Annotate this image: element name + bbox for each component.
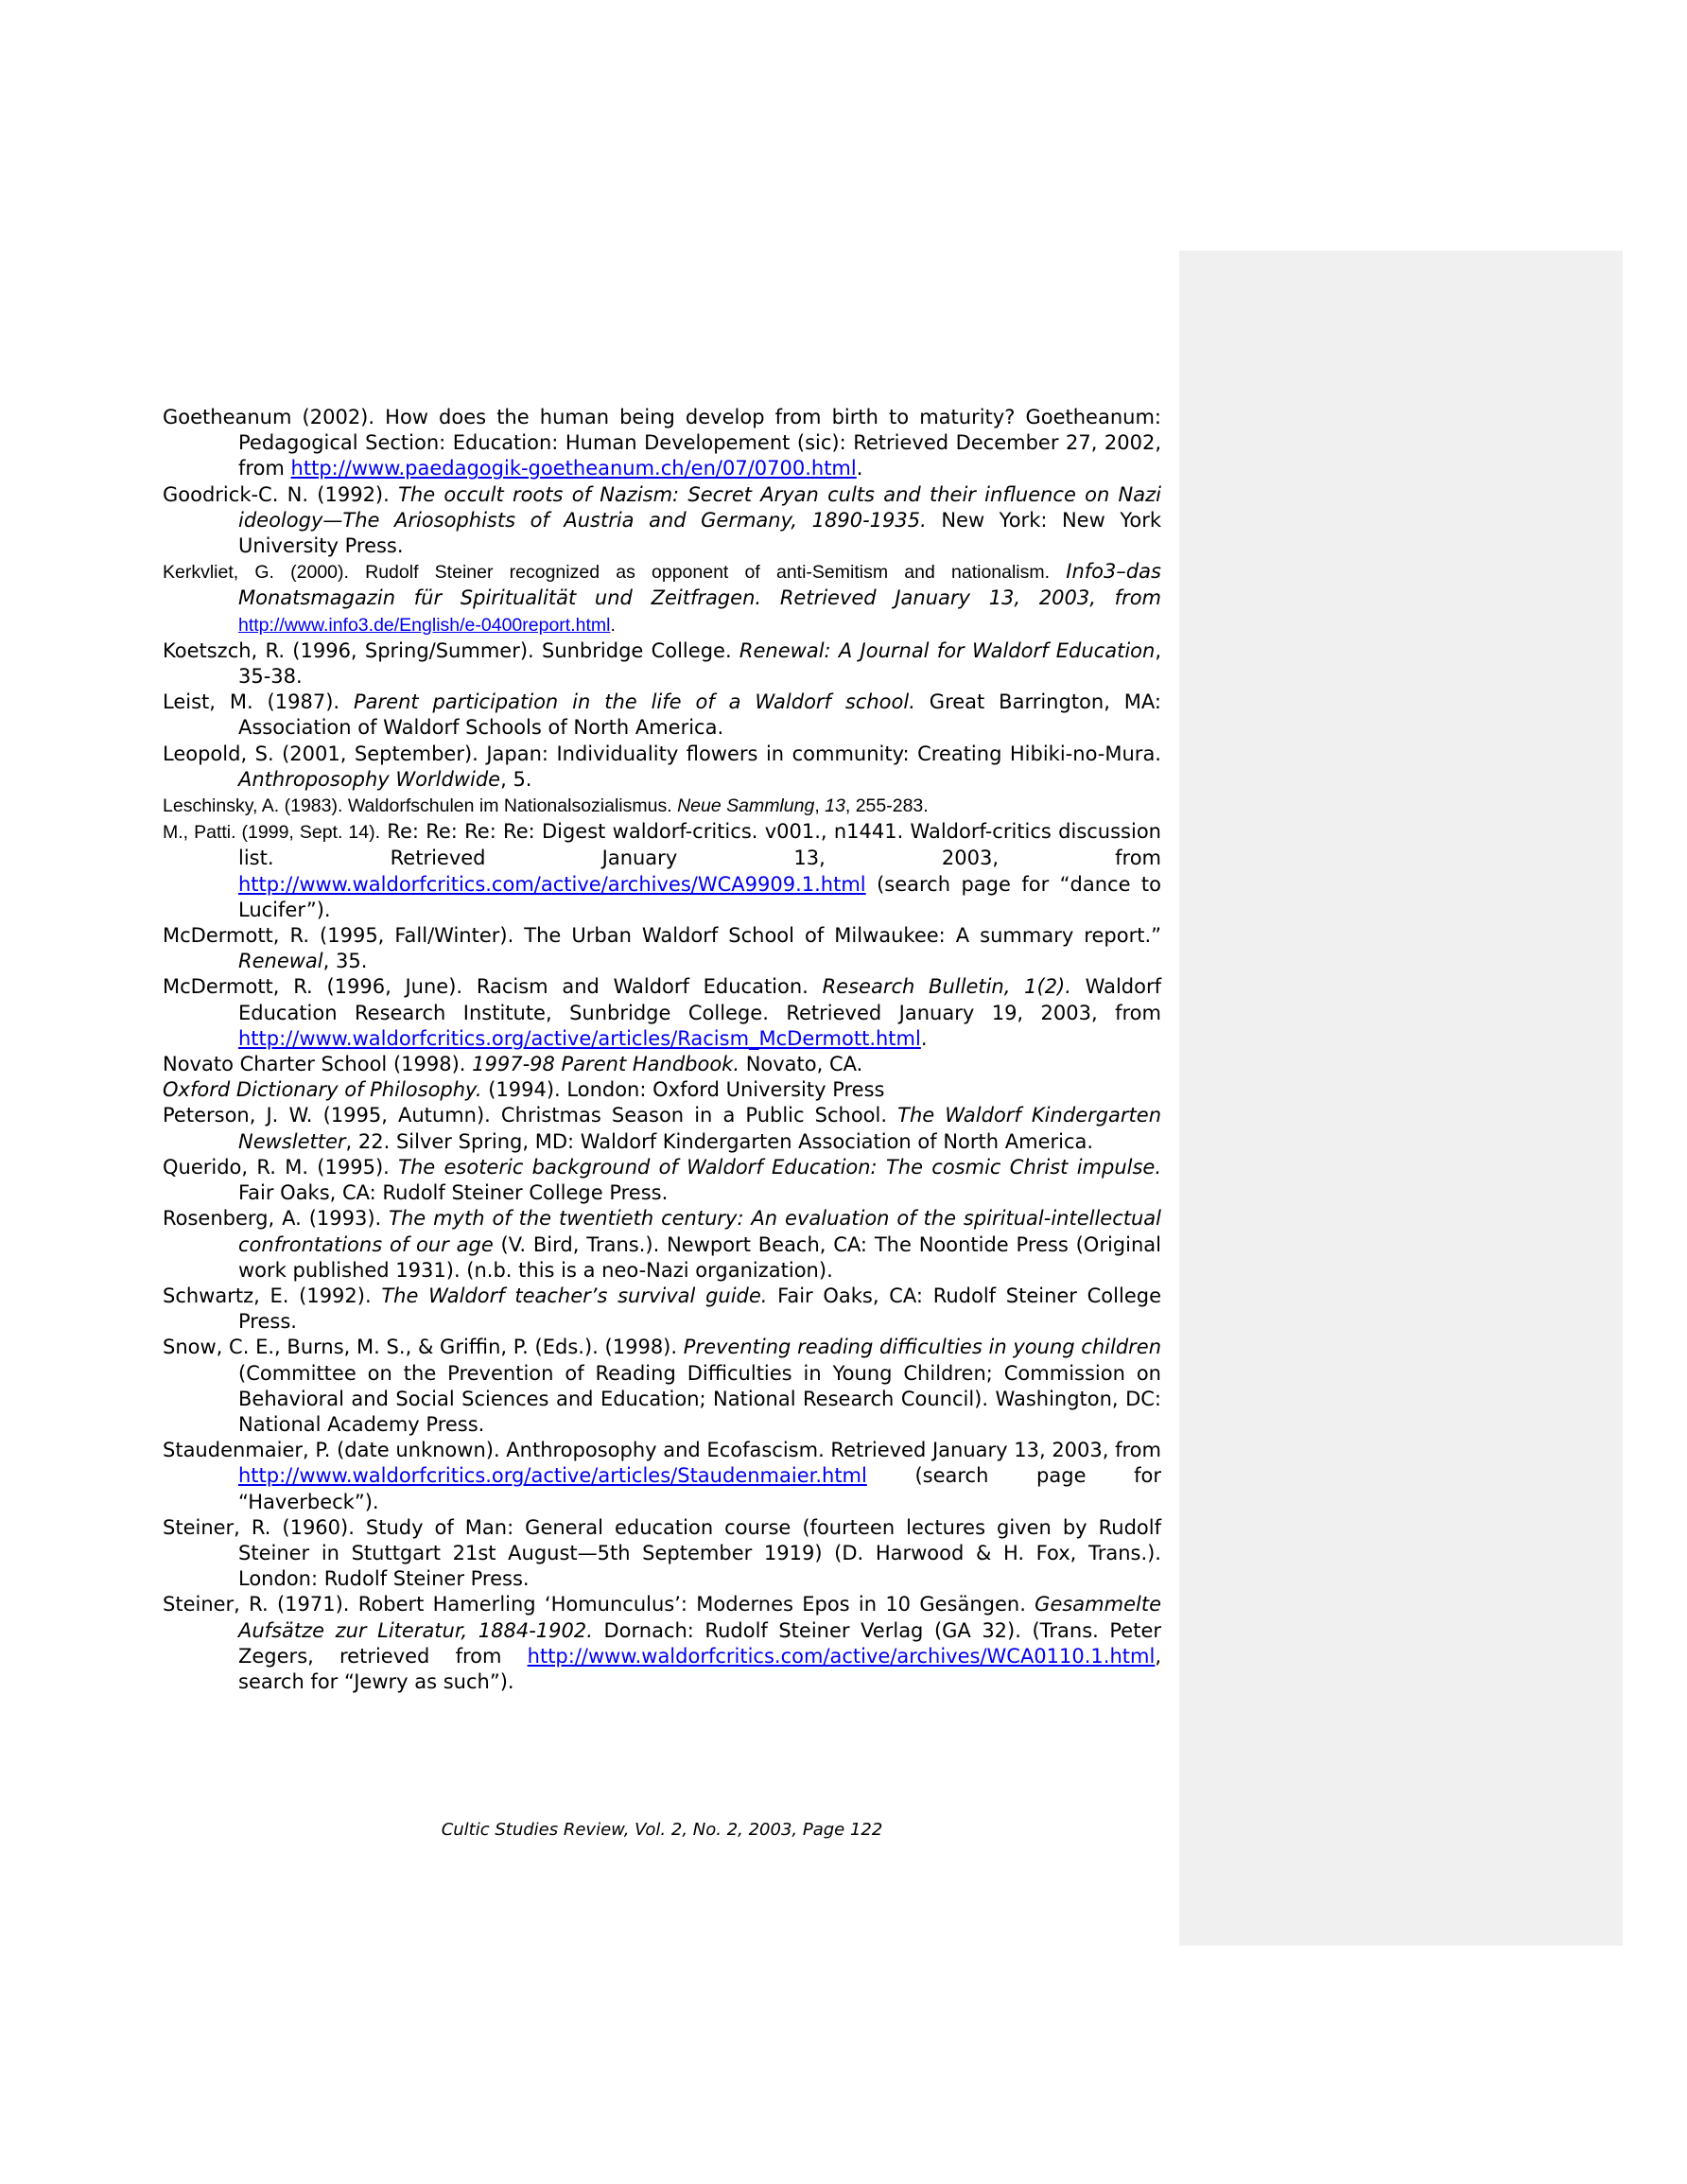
reference-text: Steiner, R. (1960). Study of Man: General education course (fourteen lectures given by Rudolf Steiner in Stuttgart 21st August—5th September 1919) (D. Harwood & H. Fox, Trans.). London: Rudolf Steiner Press. bbox=[163, 1515, 1161, 1591]
reference-text: , bbox=[814, 795, 826, 817]
reference-text: Fair Oaks, CA: Rudolf Steiner College Press. bbox=[238, 1181, 669, 1205]
reference-entry bbox=[163, 793, 1161, 819]
reference-text: Goetheanum (2002). How does the human being develop from birth to maturity? Goetheanum: Pedagogical Section: Education: Human Developement (sic): Retrieved December 27, 2002, from bbox=[163, 406, 1161, 480]
reference-title-text: Parent participation in the life of a Waldorf school. bbox=[353, 690, 915, 714]
reference-title-text: Research Bulletin, 1(2). bbox=[822, 975, 1071, 999]
reference-text: Staudenmaier, P. (date unknown). Anthroposophy and Ecofascism. Retrieved January 13, 2003, from bbox=[163, 1439, 1161, 1462]
reference-text: (search page for “dance to Lucifer”). bbox=[238, 872, 1161, 921]
reference-text: Leschinsky, A. (1983). Waldorfschulen im Nationalsozialismus. bbox=[163, 795, 678, 817]
reference-entry bbox=[163, 819, 1161, 923]
reference-entry bbox=[163, 974, 1161, 1052]
reference-entry bbox=[163, 559, 1161, 638]
reference-text: . bbox=[856, 457, 863, 480]
reference-title-text: Info3–das Monatsmagazin für Spiritualität und Zeitfragen. Retrieved January 13, 2003, from bbox=[238, 560, 1161, 610]
reference-title-text: The myth of the twentieth century: An evaluation of the spiritual-intellectual confrontations of our age bbox=[238, 1207, 1162, 1256]
reference-entry bbox=[163, 1335, 1161, 1438]
reference-text: Great Barrington, MA: Association of Waldorf Schools of North America. bbox=[238, 690, 1161, 740]
reference-text: Schwartz, E. (1992). bbox=[163, 1284, 382, 1307]
reference-entry bbox=[163, 1438, 1161, 1515]
reference-text: Peterson, J. W. (1995, Autumn). Christmas Season in a Public School. bbox=[163, 1104, 898, 1127]
reference-text: Kerkvliet, G. (2000). Rudolf Steiner recognized as opponent of anti-Semitism and nationalism. bbox=[163, 562, 1067, 584]
reference-link[interactable]: http://www.waldorfcritics.com/active/archives/WCA9909.1.html bbox=[238, 872, 866, 896]
reference-text: Leopold, S. (2001, September). Japan: Individuality flowers in community: Creating Hibiki-no-Mura. bbox=[163, 742, 1161, 765]
reference-link[interactable]: http://www.info3.de/English/e-0400report.html bbox=[238, 614, 611, 636]
reference-link[interactable]: http://www.waldorfcritics.org/active/articles/Staudenmaier.html bbox=[238, 1464, 867, 1488]
reference-text: Leist, M. (1987). bbox=[163, 690, 354, 714]
reference-text: Koetszch, R. (1996, Spring/Summer). Sunbridge College. bbox=[163, 638, 739, 662]
reference-text: Novato Charter School (1998). bbox=[163, 1053, 473, 1076]
reference-entry bbox=[163, 1155, 1161, 1206]
reference-text: . bbox=[920, 1026, 928, 1050]
reference-entry bbox=[163, 1592, 1161, 1695]
reference-entry bbox=[163, 482, 1161, 560]
reference-entry bbox=[163, 405, 1161, 482]
reference-text: Dornach: Rudolf Steiner Verlag (GA 32). (Trans. Peter Zegers, retrieved from bbox=[238, 1618, 1161, 1668]
reference-entry bbox=[163, 1206, 1161, 1284]
reference-title-text: Gesammelte Aufsätze zur Literatur, 1884-1902. bbox=[238, 1593, 1161, 1642]
reference-entry bbox=[163, 1515, 1161, 1593]
reference-list bbox=[163, 405, 1161, 1695]
comment-margin-pane bbox=[1179, 251, 1623, 1946]
reference-title-text: 13 bbox=[825, 795, 845, 817]
reference-text: , 35-38. bbox=[238, 638, 1161, 689]
reference-text: Querido, R. M. (1995). bbox=[163, 1155, 399, 1179]
reference-text: (Committee on the Prevention of Reading Difficulties in Young Children; Commission on Behavioral and Social Sciences and Education; National Research Council). Washington, DC: National Academy Press. bbox=[238, 1361, 1161, 1436]
reference-text: Novato, CA. bbox=[739, 1053, 863, 1076]
reference-text: (1994). London: Oxford University Press bbox=[481, 1078, 885, 1102]
reference-title-text: The esoteric background of Waldorf Education: The cosmic Christ impulse. bbox=[398, 1155, 1161, 1179]
reference-text: Steiner, R. (1971). Robert Hamerling ‘Homunculus’: Modernes Epos in 10 Gesängen. bbox=[163, 1593, 1035, 1616]
reference-entry bbox=[163, 923, 1161, 974]
reference-entry bbox=[163, 1284, 1161, 1335]
reference-title-text: Renewal: A Journal for Waldorf Education bbox=[739, 638, 1156, 662]
reference-text: Waldorf Education Research Institute, Sunbridge College. Retrieved January 19, 2003, from bbox=[238, 975, 1161, 1024]
reference-title-text: Renewal bbox=[238, 950, 323, 973]
reference-link[interactable]: http://www.waldorfcritics.com/active/archives/WCA0110.1.html bbox=[527, 1644, 1156, 1668]
reference-title-text: Neue Sammlung bbox=[677, 795, 815, 817]
reference-title-text: The Waldorf teacher’s survival guide. bbox=[381, 1284, 768, 1307]
reference-title-text: The Waldorf Kindergarten Newsletter bbox=[238, 1104, 1162, 1153]
reference-link[interactable]: http://www.waldorfcritics.org/active/articles/Racism_McDermott.html bbox=[238, 1026, 921, 1050]
page-footer: Cultic Studies Review, Vol. 2, No. 2, 2003, Page 122 bbox=[441, 1820, 883, 1840]
reference-text: Goodrick-C. N. (1992). bbox=[163, 482, 399, 506]
reference-entry bbox=[163, 1052, 1161, 1077]
reference-text: , search for “Jewry as such”). bbox=[238, 1644, 1161, 1693]
reference-entry bbox=[163, 638, 1161, 690]
reference-text: Fair Oaks, CA: Rudolf Steiner College Press. bbox=[238, 1284, 1161, 1334]
reference-text: Re: Re: Re: Re: Digest waldorf-critics. v001., n1441. Waldorf-critics discussion list. Retrieved January 13, 2003, from bbox=[238, 820, 1161, 870]
reference-link[interactable]: http://www.paedagogik-goetheanum.ch/en/07/0700.html bbox=[290, 457, 857, 480]
reference-title-text: 1997-98 Parent Handbook. bbox=[472, 1053, 740, 1076]
reference-entry bbox=[163, 1077, 1161, 1103]
reference-text: (search page for “Haverbeck”). bbox=[238, 1464, 1161, 1513]
reference-title-text: Preventing reading difficulties in young children bbox=[683, 1336, 1162, 1359]
reference-title-text: Anthroposophy Worldwide bbox=[238, 767, 501, 791]
reference-text: , 255-283. bbox=[844, 795, 929, 817]
reference-entry bbox=[163, 1103, 1161, 1154]
reference-text: . bbox=[610, 614, 616, 636]
reference-title-text: Oxford Dictionary of Philosophy. bbox=[163, 1078, 482, 1102]
reference-entry bbox=[163, 690, 1161, 741]
reference-entry bbox=[163, 742, 1161, 793]
reference-title-text: The occult roots of Nazism: Secret Aryan cults and their influence on Nazi ideology—The Ariosophists of Austria and Germany, 1890-1935. bbox=[238, 482, 1161, 532]
reference-text: New York: New York University Press. bbox=[238, 508, 1162, 558]
reference-text: , 22. Silver Spring, MD: Waldorf Kindergarten Association of North America. bbox=[345, 1129, 1094, 1153]
reference-text: Snow, C. E., Burns, M. S., & Griffin, P. (Eds.). (1998). bbox=[163, 1336, 684, 1359]
reference-text: , 5. bbox=[500, 767, 532, 791]
reference-text: (V. Bird, Trans.). Newport Beach, CA: The Noontide Press (Original work published 1931). (n.b. this is a neo-Nazi organization). bbox=[238, 1232, 1161, 1282]
reference-text: Rosenberg, A. (1993). bbox=[163, 1207, 390, 1231]
reference-text: McDermott, R. (1996, June). Racism and Waldorf Education. bbox=[163, 975, 823, 999]
reference-text: McDermott, R. (1995, Fall/Winter). The Urban Waldorf School of Milwaukee: A summary report.” bbox=[163, 924, 1161, 948]
reference-text: , 35. bbox=[322, 950, 368, 973]
reference-text: M., Patti. (1999, Sept. 14). bbox=[163, 822, 381, 844]
